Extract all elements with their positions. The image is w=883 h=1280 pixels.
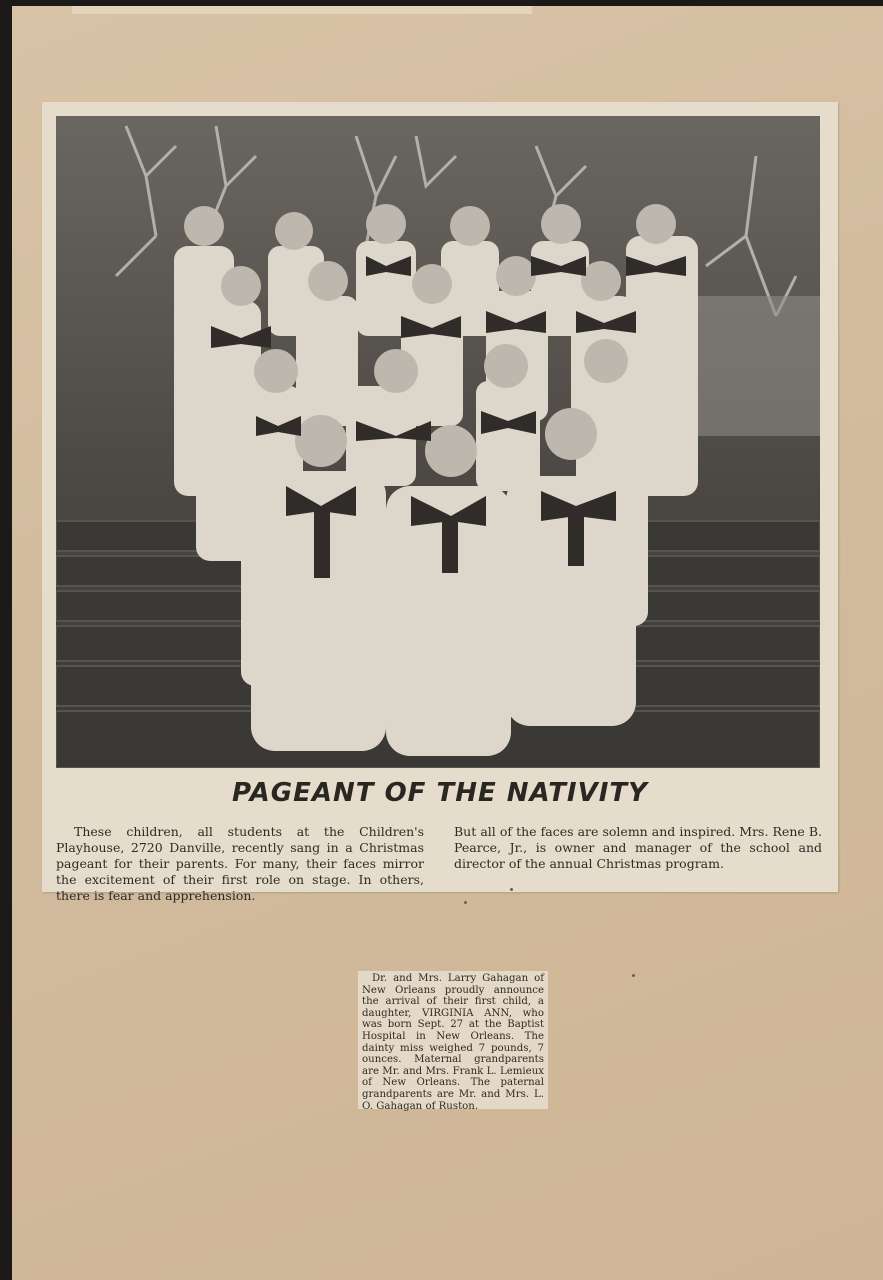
birth-announcement-clipping	[358, 971, 548, 1112]
newspaper-clipping	[42, 102, 838, 903]
scrapbook-page	[12, 6, 883, 1280]
paper-speck	[510, 888, 513, 891]
choir-photo	[56, 116, 820, 768]
birth-announcement-text: Dr. and Mrs. Larry Gahagan of New Orleans proudly announce the arrival of their first child, a daughter, VIRGINIA ANN, who was born Sept. 27 at the Baptist Hospital in New Orleans. The dainty miss weighed 7 pounds, 7 ounces. Maternal grandparents are Mr. and Mrs. Frank L. Lemieux of New Orleans. The paternal grandparents are Mr. and Mrs. L. O. Gahagan of Ruston.	[362, 973, 544, 1112]
caption-left-column: These children, all students at the Children's Playhouse, 2720 Danville, recently sang in a Christmas pageant for their parents. For many, their faces mirror the excitement of their first role on stage. In others, there is fear and apprehension.	[56, 824, 424, 903]
torn-paper-strip	[72, 6, 532, 14]
paper-speck	[464, 901, 467, 904]
choir-photo-graphic	[56, 116, 820, 768]
paper-speck	[632, 974, 635, 977]
caption-right-column: But all of the faces are solemn and inspired. Mrs. Rene B. Pearce, Jr., is owner and manager of the school and director of the annual Christmas program.	[454, 824, 822, 871]
headline: PAGEANT OF THE NATIVITY	[232, 778, 648, 808]
